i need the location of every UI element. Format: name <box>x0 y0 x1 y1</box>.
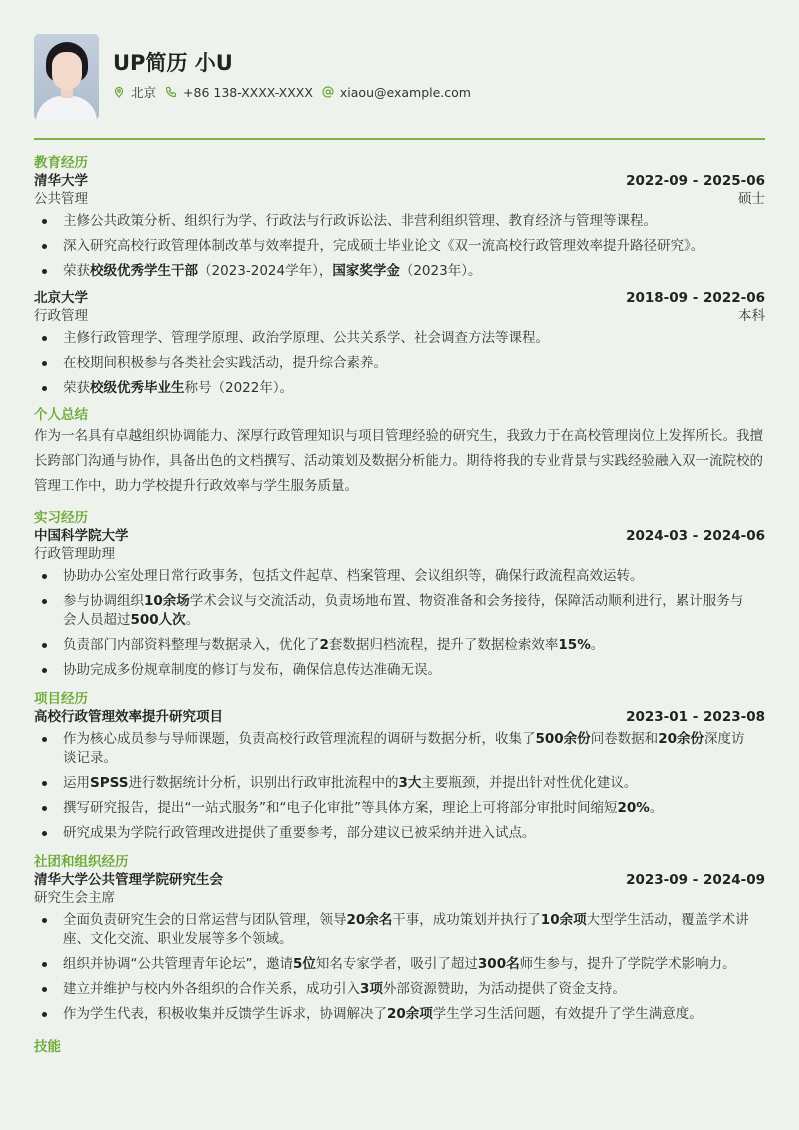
internship-entry <box>34 527 765 680</box>
school-name: 北京大学 <box>34 289 88 306</box>
bullet-item: 参与协调组织10余场学术会议与交流活动，负责场地布置、物资准备和会务接待，保障活动顺利进行，累计服务与会人员超过500人次。 <box>34 592 765 630</box>
contact-phone <box>165 85 313 100</box>
education-entry <box>34 289 765 398</box>
section-title: 实习经历 <box>34 509 88 526</box>
section-projects <box>34 690 765 843</box>
project-name: 高校行政管理效率提升研究项目 <box>34 708 223 725</box>
contact-list <box>113 83 480 101</box>
organization-entry <box>34 871 765 1024</box>
phone-icon <box>165 86 177 98</box>
school-name: 清华大学 <box>34 172 88 189</box>
date-range: 2022-09 - 2025-06 <box>626 172 765 189</box>
contact-email <box>322 85 471 100</box>
location-pin-icon <box>113 86 125 98</box>
bullet-item: 研究成果为学院行政管理改进提供了重要参考，部分建议已被采纳并进入试点。 <box>34 824 765 843</box>
bullet-item: 负责部门内部资料整理与数据录入，优化了2套数据归档流程，提升了数据检索效率15%。 <box>34 636 765 655</box>
bullet-item: 协助办公室处理日常行政事务，包括文件起草、档案管理、会议组织等，确保行政流程高效运转。 <box>34 567 765 586</box>
bullet-item: 深入研究高校行政管理体制改革与效率提升，完成硕士毕业论文《双一流高校行政管理效率提升路径研究》。 <box>34 237 765 256</box>
candidate-name: UP简历 小U <box>113 51 233 75</box>
bullet-list <box>34 730 765 843</box>
email-link[interactable]: xiaou@example.com <box>339 84 471 100</box>
degree: 硕士 <box>738 190 765 207</box>
bullet-item: 全面负责研究生会的日常运营与团队管理，领导20余名干事，成功策划并执行了10余项大型学生活动，覆盖学术讲座、文化交流、职业发展等多个领域。 <box>34 911 765 949</box>
bullet-item: 组织并协调“公共管理青年论坛”，邀请5位知名专家学者，吸引了超过300名师生参与，提升了学院学术影响力。 <box>34 955 765 974</box>
bullet-item: 作为核心成员参与导师课题，负责高校行政管理流程的调研与数据分析，收集了500余份问卷数据和20余份深度访谈记录。 <box>34 730 765 768</box>
section-title: 个人总结 <box>34 406 88 423</box>
organization-name: 中国科学院大学 <box>34 527 129 544</box>
organization-name: 清华大学公共管理学院研究生会 <box>34 871 223 888</box>
date-range: 2018-09 - 2022-06 <box>626 289 765 306</box>
resume-header <box>34 34 765 120</box>
bullet-item: 主修公共政策分析、组织行为学、行政法与行政诉讼法、非营利组织管理、教育经济与管理等课程。 <box>34 212 765 231</box>
bullet-list <box>34 911 765 1024</box>
bullet-item: 荣获校级优秀毕业生称号（2022年）。 <box>34 379 765 398</box>
bullet-item: 作为学生代表，积极收集并反馈学生诉求，协调解决了20余项学生学习生活问题，有效提升了学生满意度。 <box>34 1005 765 1024</box>
bullet-item: 在校期间积极参与各类社会实践活动，提升综合素养。 <box>34 354 765 373</box>
section-title: 教育经历 <box>34 154 88 171</box>
at-sign-icon <box>322 86 334 98</box>
summary-text: 作为一名具有卓越组织协调能力、深厚行政管理知识与项目管理经验的研究生，我致力于在高校管理岗位上发挥所长。我擅长跨部门沟通与协作，具备出色的文档撰写、活动策划及数据分析能力。期待将我的专业背景与实践经验融入双一流院校的管理工作中，助力学校提升行政效率与学生服务质量。 <box>34 427 763 494</box>
section-internship <box>34 509 765 680</box>
section-organizations <box>34 853 765 1024</box>
degree: 本科 <box>738 307 765 324</box>
major: 行政管理 <box>34 307 88 324</box>
resume-page <box>34 34 765 1056</box>
section-skills <box>34 1038 765 1056</box>
date-range: 2024-03 - 2024-06 <box>626 527 765 544</box>
education-entry <box>34 172 765 281</box>
header-info <box>113 53 480 101</box>
avatar <box>34 34 99 120</box>
role: 研究生会主席 <box>34 889 115 906</box>
role: 行政管理助理 <box>34 545 115 562</box>
date-range: 2023-09 - 2024-09 <box>626 871 765 888</box>
bullet-item: 协助完成多份规章制度的修订与发布，确保信息传达准确无误。 <box>34 661 765 680</box>
contact-location <box>113 83 156 101</box>
bullet-list <box>34 329 765 398</box>
section-education <box>34 154 765 398</box>
section-title: 项目经历 <box>34 690 88 707</box>
phone-text: +86 138-XXXX-XXXX <box>183 84 313 100</box>
bullet-item: 建立并维护与校内外各组织的合作关系，成功引入3项外部资源赞助，为活动提供了资金支持。 <box>34 980 765 999</box>
section-summary <box>34 406 765 499</box>
major: 公共管理 <box>34 190 88 207</box>
bullet-list <box>34 567 765 680</box>
date-range: 2023-01 - 2023-08 <box>626 708 765 725</box>
location-text: 北京 <box>131 85 157 100</box>
bullet-item: 运用SPSS进行数据统计分析，识别出行政审批流程中的3大主要瓶颈，并提出针对性优化建议。 <box>34 774 765 793</box>
header-divider <box>34 138 765 140</box>
bullet-item: 荣获校级优秀学生干部（2023-2024学年），国家奖学金（2023年）。 <box>34 262 765 281</box>
section-title: 技能 <box>34 1038 61 1055</box>
section-title: 社团和组织经历 <box>34 853 129 870</box>
bullet-item: 撰写研究报告，提出“一站式服务”和“电子化审批”等具体方案，理论上可将部分审批时间缩短20%。 <box>34 799 765 818</box>
bullet-item: 主修行政管理学、管理学原理、政治学原理、公共关系学、社会调查方法等课程。 <box>34 329 765 348</box>
bullet-list <box>34 212 765 281</box>
project-entry <box>34 708 765 843</box>
